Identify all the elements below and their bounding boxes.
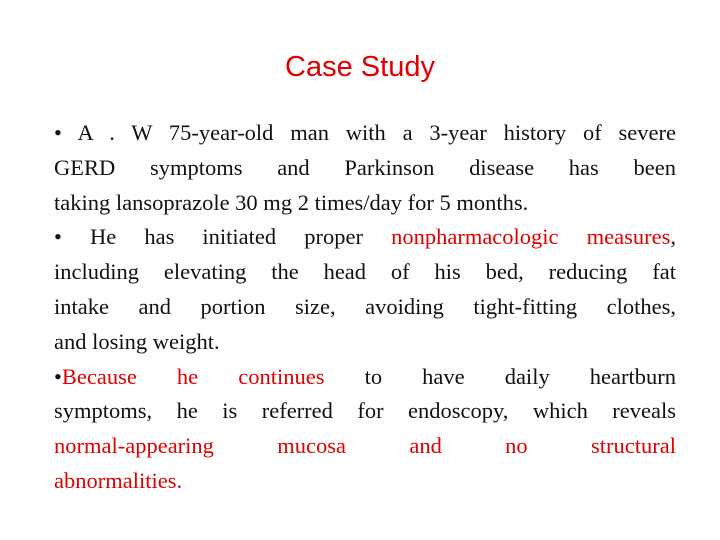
- body-text: including elevating the head of his bed, reducing fat: [54, 259, 676, 285]
- body-text: •: [54, 363, 62, 389]
- body-line: [54, 220, 676, 255]
- body-text: • A . W 75-year-old man with a 3-year history of severe: [54, 120, 676, 145]
- body-line: [54, 464, 676, 499]
- body-line: [54, 429, 676, 464]
- body-line: [54, 360, 676, 395]
- body-text: • He has initiated proper: [54, 224, 392, 250]
- body-text: and losing weight.: [54, 328, 220, 354]
- slide-body: [54, 116, 676, 499]
- highlighted-text: normal-appearing mucosa and no structural: [54, 433, 676, 459]
- highlighted-text: nonpharmacologic measures: [391, 224, 671, 250]
- body-text: intake and portion size, avoiding tight-fitting clothes,: [54, 293, 676, 319]
- highlighted-text: abnormalities.: [54, 467, 183, 493]
- body-line: [54, 255, 676, 290]
- body-line: [54, 186, 676, 221]
- body-text: symptoms, he is referred for endoscopy, which reveals: [54, 398, 676, 424]
- body-text: GERD symptoms and Parkinson disease has been: [54, 154, 676, 180]
- body-text: to have daily heartburn: [324, 363, 676, 389]
- highlighted-text: Because he continues: [61, 363, 325, 389]
- body-text: taking lansoprazole 30 mg 2 times/day for 5 months.: [54, 189, 529, 215]
- body-line: [54, 290, 676, 325]
- body-line: [54, 394, 676, 429]
- slide-title: Case Study: [285, 51, 435, 83]
- body-line: [54, 325, 676, 360]
- body-line: [54, 116, 676, 151]
- body-line: [54, 151, 676, 186]
- body-text: ,: [670, 224, 676, 250]
